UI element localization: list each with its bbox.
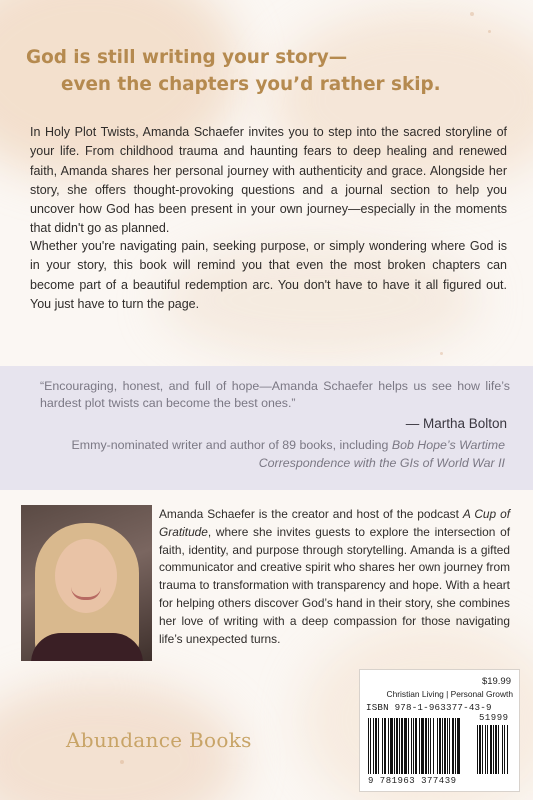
- author-bio-body: , where she invites guests to explore the intersection of faith, identity, and purpose through storytelling. Amanda is a gifted communicator and creative spirit who shares her own journey from trauma to transformation with transparency and hope. With a heart for helping others discover God’s hand in their story, she combines her love of writing with a deep compassion for those navigating life’s unexpected turns.: [159, 524, 510, 646]
- barcode-bar: [388, 718, 389, 774]
- barcode-bar: [401, 718, 403, 774]
- barcode-bar: [425, 718, 427, 774]
- author-face: [55, 539, 117, 613]
- podcast-title: A Cup of Gratitude: [159, 507, 511, 539]
- barcode-bar: [378, 718, 379, 774]
- publisher-logo: Abundance Books: [66, 728, 252, 752]
- paint-speck: [488, 30, 491, 33]
- barcode-bar: [482, 725, 483, 774]
- author-photo: [21, 505, 152, 661]
- barcode-bar: [490, 725, 492, 774]
- barcode-bar: [382, 718, 383, 774]
- barcode-bar: [442, 718, 443, 774]
- barcode-bar: [375, 718, 377, 774]
- barcode-panel: [359, 669, 520, 792]
- barcode-bar: [439, 718, 441, 774]
- barcode-bar: [399, 718, 400, 774]
- barcode-bar: [452, 718, 454, 774]
- barcode-bar: [373, 718, 374, 774]
- barcode-bar: [477, 725, 478, 774]
- barcode-number: 9 781963 377439: [368, 776, 457, 786]
- barcode-bar: [390, 718, 393, 774]
- barcode-bar: [396, 718, 398, 774]
- endorser-name: — Martha Bolton: [405, 416, 507, 431]
- barcode-bar: [504, 725, 505, 774]
- barcode-addon-number: 51999: [479, 713, 509, 723]
- barcode-bar: [408, 718, 409, 774]
- barcode-bar: [368, 718, 369, 774]
- paint-speck: [440, 352, 443, 355]
- barcode-bar: [498, 725, 499, 774]
- endorser-description-text: Emmy-nominated writer and author of 89 books, including: [71, 438, 392, 452]
- author-bio-intro: Amanda Schaefer is the creator and host of the podcast: [159, 507, 463, 521]
- barcode-bar: [411, 718, 412, 774]
- barcode-bar: [507, 725, 508, 774]
- barcode-bar: [502, 725, 503, 774]
- barcode-bar: [428, 718, 429, 774]
- headline: [26, 44, 516, 98]
- barcode-bar: [449, 718, 450, 774]
- blurb-paragraph-1: In Holy Plot Twists, Amanda Schaefer invites you to step into the sacred storyline of your life. From childhood trauma and haunting fears to deep healing and renewed faith, Amanda shares her personal journey with authenticity and grace. Alongside her story, she offers thought-provoking questions and a journal section to help you uncover how God has been present in your own journey—especially in the moments that didn't go as planned.: [30, 125, 507, 236]
- author-bio: [159, 506, 510, 648]
- endorser-book-title: Bob Hope’s Wartime Correspondence with the GIs of World War II: [258, 438, 505, 470]
- barcode-bar: [447, 718, 448, 774]
- headline-line-2: even the chapters you’d rather skip.: [61, 74, 441, 95]
- barcode-bar: [487, 725, 488, 774]
- barcode-bar: [455, 718, 456, 774]
- endorsement-quote: “Encouraging, honest, and full of hope—Amanda Schaefer helps us see how life’s hardest plot twists can become the best ones.”: [40, 379, 510, 410]
- barcode-bar: [485, 725, 486, 774]
- barcode-bar: [384, 718, 386, 774]
- barcode-bar: [493, 725, 494, 774]
- author-clothing: [31, 633, 143, 661]
- headline-line-1: God is still writing your story—: [26, 47, 348, 68]
- price-label: $19.99: [481, 676, 511, 687]
- blurb-paragraph-2: Whether you're navigating pain, seeking purpose, or simply wondering where God is in your story, this book will remind you that even the most broken chapters can become part of a beautiful redemption arc. You don't have to have it all figured out. You just have to turn the page.: [30, 239, 507, 311]
- barcode-bar: [404, 718, 407, 774]
- paint-speck: [120, 760, 124, 764]
- barcode-bar: [457, 718, 460, 774]
- isbn-label: ISBN 978-1-963377-43-9: [366, 702, 492, 713]
- barcode-bar: [419, 718, 420, 774]
- barcode-bar: [437, 718, 438, 774]
- barcode-bar: [495, 725, 497, 774]
- endorser-description: [35, 436, 505, 472]
- paint-speck: [470, 12, 474, 16]
- barcode-bar: [421, 718, 424, 774]
- barcode-bar: [430, 718, 431, 774]
- barcode-bar: [394, 718, 395, 774]
- barcode-bar: [415, 718, 417, 774]
- barcode-bar: [433, 718, 434, 774]
- barcode-bar: [370, 718, 371, 774]
- barcode-bar: [413, 718, 414, 774]
- barcode-bar: [444, 718, 446, 774]
- barcode-bar: [479, 725, 481, 774]
- category-label: Christian Living | Personal Growth: [386, 689, 513, 699]
